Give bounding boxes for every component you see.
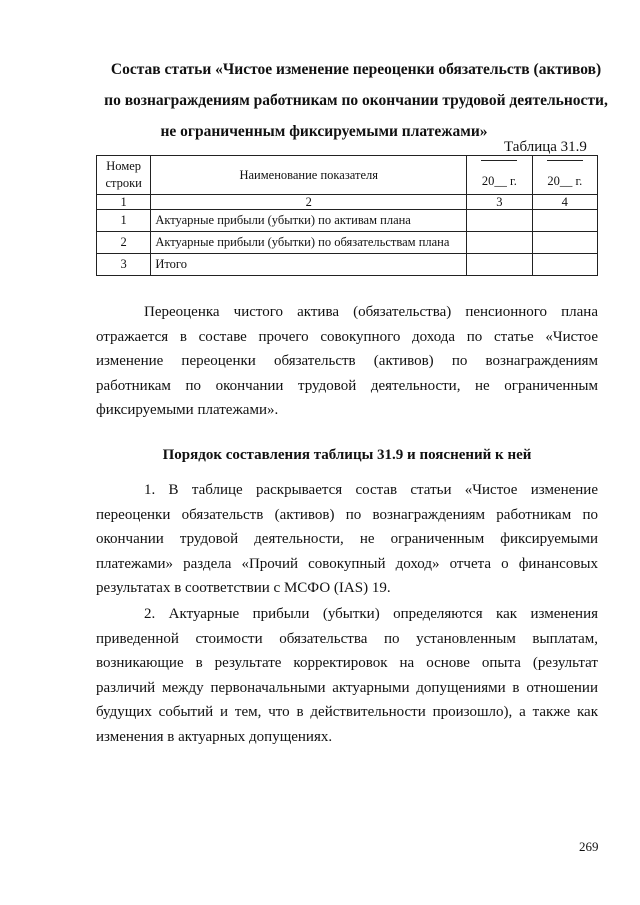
paragraph-line: отражается в составе прочего совокупного дохода по статье «Чистое (96, 328, 598, 345)
index-cell: 2 (151, 195, 467, 210)
row-number: 3 (97, 254, 151, 276)
paragraph-line: результатах в соответствии с МСФО (IAS) 19. (96, 580, 391, 596)
index-cell: 1 (97, 195, 151, 210)
table-row (97, 232, 598, 254)
row-number: 1 (97, 210, 151, 232)
header-row-number (97, 156, 151, 195)
paragraph-line: 2. Актуарные прибыли (убытки) определяются как изменения (144, 606, 598, 622)
section-title: Порядок составления таблицы 31.9 и пояснений к ней (162, 447, 532, 463)
header-indicator: Наименование показателя (151, 156, 467, 195)
index-cell: 3 (467, 195, 532, 210)
header-row-number-line1: Номер (106, 159, 142, 173)
heading-line-1: Состав статьи «Чистое изменение переоценки обязательств (активов) (110, 61, 602, 78)
table-row (97, 254, 598, 276)
header-row-number-line2: строки (105, 176, 142, 190)
table-header-row (97, 156, 598, 195)
header-year-1 (467, 156, 532, 195)
paragraph-line: платежами» раздела «Прочий совокупный доход» отчета о финансовых (96, 555, 598, 572)
paragraph-line: приведенной стоимости обязательства по установленным выплатам, (96, 630, 598, 647)
paragraph-item-1 (96, 478, 598, 601)
row-value-year-1 (467, 232, 532, 254)
row-number: 2 (97, 232, 151, 254)
row-value-year-2 (532, 254, 597, 276)
paragraph-line: изменения в актуарных допущениях. (96, 728, 333, 745)
paragraph-line: окончании трудовой деятельности, не ограниченным фиксируемыми (96, 531, 598, 547)
header-year-2-label: 20__ г. (547, 174, 583, 188)
row-value-year-1 (467, 210, 532, 232)
heading-line-3: не ограниченным фиксируемыми платежами» (160, 123, 488, 140)
heading-line-2: по вознаграждениям работникам по окончании трудовой деятельности, (104, 92, 608, 109)
header-year-1-label: 20__ г. (481, 174, 517, 188)
row-value-year-2 (532, 210, 597, 232)
indicator-table (96, 155, 598, 276)
paragraph-item-2 (96, 602, 598, 749)
row-name: Актуарные прибыли (убытки) по обязательствам плана (151, 232, 467, 254)
row-value-year-2 (532, 232, 597, 254)
paragraph-line: возникающие в результате корректировок на основе опыта (результат (96, 655, 598, 671)
row-value-year-1 (467, 254, 532, 276)
table-caption: Таблица 31.9 (504, 139, 587, 155)
paragraph-line: 1. В таблице раскрывается состав статьи «Чистое изменение (144, 482, 598, 498)
paragraph-line: работникам по окончании трудовой деятельности, не ограниченным (96, 377, 598, 394)
paragraph-revaluation (96, 300, 598, 423)
paragraph-line: различий между первоначальными актуарными допущениями в отношении (96, 679, 598, 696)
paragraph-line: будущих событий и тем, что в действительности произошло), а также как (96, 704, 598, 720)
paragraph-line: переоценки обязательств (активов) по вознаграждениям работникам по (96, 506, 598, 523)
paragraph-line: Переоценка чистого актива (обязательства) пенсионного плана (144, 304, 598, 320)
table-row (97, 210, 598, 232)
year-1-blank-line (481, 160, 517, 161)
year-2-blank-line (547, 160, 583, 161)
paragraph-line: изменение переоценки обязательств (активов) по вознаграждениям (96, 353, 598, 369)
table-index-row (97, 195, 598, 210)
index-cell: 4 (532, 195, 597, 210)
paragraph-line: фиксируемыми платежами». (96, 402, 279, 418)
header-year-2 (532, 156, 597, 195)
row-name: Актуарные прибыли (убытки) по активам плана (151, 210, 467, 232)
row-name: Итого (151, 254, 467, 276)
page-number: 269 (579, 839, 599, 854)
